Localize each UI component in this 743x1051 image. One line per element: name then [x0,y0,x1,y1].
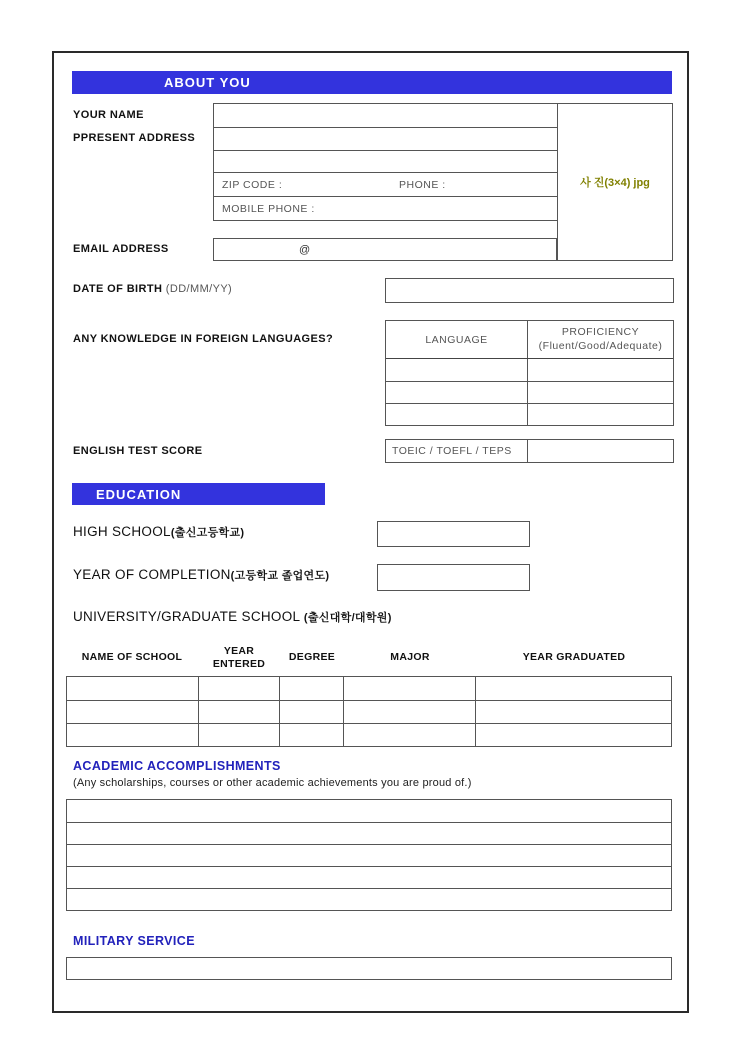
zip-code-label: ZIP CODE : [222,178,283,191]
proficiency-input-cell[interactable] [528,404,673,425]
dob-label-text: DATE OF BIRTH [73,283,163,295]
high-school-label [73,524,244,540]
year-completion-input-cell[interactable] [377,564,530,591]
zip-phone-input-cell[interactable] [214,172,557,196]
year-completion-label [73,567,329,583]
proficiency-header-line1: PROFICIENCY [561,325,640,338]
year-entered-input-cell[interactable] [199,724,281,746]
year-graduated-input-cell[interactable] [476,677,671,700]
language-input-cell[interactable] [386,382,528,403]
personal-info-table [213,103,558,221]
academic-subtitle: (Any scholarships, courses or other academic achievements you are proud of.) [73,777,472,789]
proficiency-column-header [528,321,673,358]
university-table [66,676,672,747]
phone-label: PHONE : [399,178,446,191]
academic-section-title: ACADEMIC ACCOMPLISHMENTS [73,759,281,773]
section-header-about-you [72,71,672,94]
military-service-input-cell[interactable] [66,957,672,980]
email-at-symbol: @ [299,243,311,256]
university-table-row [67,677,671,700]
col-header-name-of-school: NAME OF SCHOOL [81,651,183,664]
photo-placeholder-text: 사 진(3×4) jpg [580,177,650,189]
mobile-phone-input-cell[interactable] [214,196,557,220]
language-input-cell[interactable] [386,359,528,381]
section-title: EDUCATION [96,486,182,502]
mobile-phone-label: MOBILE PHONE : [222,202,315,215]
languages-question-label: ANY KNOWLEDGE IN FOREIGN LANGUAGES? [73,333,334,345]
language-proficiency-table [385,320,674,426]
language-table-header [386,321,673,359]
year-graduated-input-cell[interactable] [476,724,671,746]
your-name-label: YOUR NAME [73,109,144,121]
accomplishment-input-row[interactable] [67,844,671,866]
high-school-label-kr: (출신고등학교) [170,527,245,539]
english-test-types-label: TOEIC / TOEFL / TEPS [386,440,528,462]
school-name-input-cell[interactable] [67,724,199,746]
english-test-row [385,439,674,463]
university-heading-en: UNIVERSITY/GRADUATE SCHOOL [73,609,300,624]
proficiency-header-line2: (Fluent/Good/Adequate) [538,339,663,352]
university-table-row [67,723,671,746]
year-entered-input-cell[interactable] [199,701,281,723]
accomplishment-input-row[interactable] [67,822,671,844]
language-table-row [386,359,673,381]
high-school-label-en: HIGH SCHOOL [73,524,171,539]
present-address-label: PPRESENT ADDRESS [73,132,196,144]
language-table-row [386,381,673,403]
col-header-year-entered: YEAR ENTERED [212,644,266,670]
address-input-cell-2[interactable] [214,150,557,172]
col-header-major: MAJOR [390,651,430,664]
academic-accomplishments-table [66,799,672,911]
language-table-row [386,403,673,425]
year-completion-label-kr: (고등학교 졸업연도) [230,570,330,582]
col-header-degree: DEGREE [288,651,336,664]
dob-label [73,283,232,295]
major-input-cell[interactable] [344,701,476,723]
photo-upload-cell[interactable] [557,103,673,261]
accomplishment-input-row[interactable] [67,888,671,910]
english-test-label: ENGLISH TEST SCORE [73,445,203,457]
university-heading [73,609,392,625]
university-table-row [67,700,671,723]
school-name-input-cell[interactable] [67,677,199,700]
email-label: EMAIL ADDRESS [73,243,169,255]
col-header-year-graduated: YEAR GRADUATED [522,651,626,664]
language-column-header: LANGUAGE [386,321,528,358]
language-input-cell[interactable] [386,404,528,425]
email-input-cell[interactable] [213,238,557,261]
accomplishment-input-row[interactable] [67,866,671,888]
section-header-education [72,483,325,505]
name-input-cell[interactable] [214,104,557,127]
degree-input-cell[interactable] [280,677,344,700]
year-completion-label-en: YEAR OF COMPLETION [73,567,231,582]
degree-input-cell[interactable] [280,701,344,723]
military-section-title: MILITARY SERVICE [73,934,195,948]
dob-input-cell[interactable] [385,278,674,303]
proficiency-input-cell[interactable] [528,359,673,381]
major-input-cell[interactable] [344,677,476,700]
major-input-cell[interactable] [344,724,476,746]
accomplishment-input-row[interactable] [67,800,671,822]
address-input-cell-1[interactable] [214,127,557,150]
proficiency-input-cell[interactable] [528,382,673,403]
high-school-input-cell[interactable] [377,521,530,547]
university-heading-kr: (출신대학/대학원) [303,612,392,624]
university-table-headers [66,643,672,673]
dob-format-hint: (DD/MM/YY) [165,283,233,295]
section-title: ABOUT YOU [164,75,251,90]
school-name-input-cell[interactable] [67,701,199,723]
year-entered-input-cell[interactable] [199,677,281,700]
year-graduated-input-cell[interactable] [476,701,671,723]
degree-input-cell[interactable] [280,724,344,746]
english-test-score-input-cell[interactable] [528,440,673,462]
